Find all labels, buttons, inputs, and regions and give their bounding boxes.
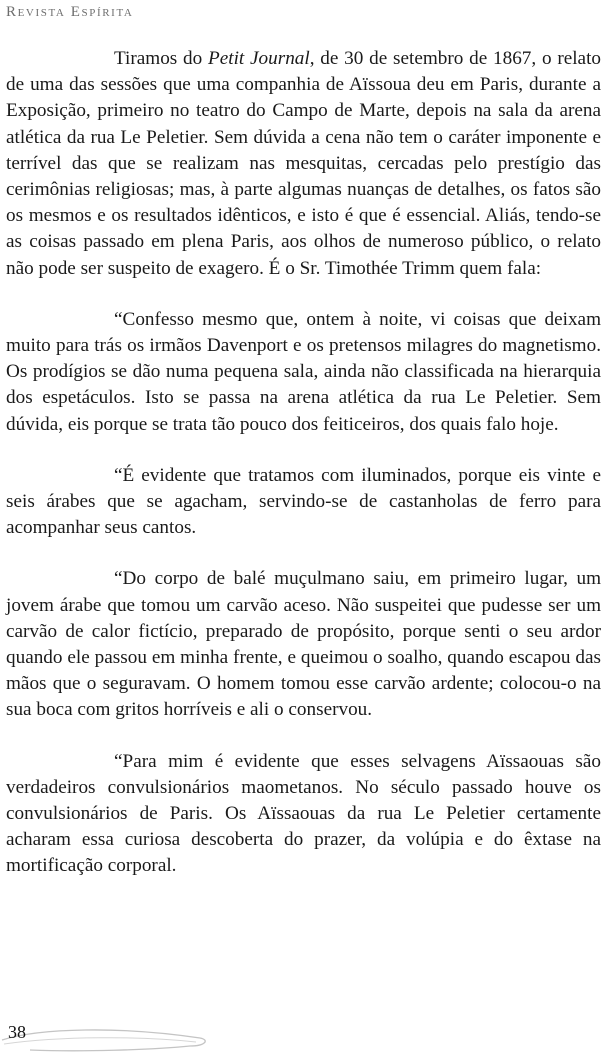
- intro-text-rest: , de 30 de setembro de 1867, o relato de uma das sessões que uma companhia de Aïssoua deu em Paris, durante a Exposição, primeiro no teatro do Campo de Marte, depois na sala da arena atlética da rua Le Peletier. Sem dúvida a cena não tem o caráter imponente e terrível das que se realizam nas mesquitas, cercadas pelo prestígio das cerimônias religiosas; mas, à parte algumas nuanças de detalhes, os fatos são os mesmos e os resultados idênticos, e isto é que é essencial. Aliás, tendo-se as coisas passado em plena Paris, aos olhos de numeroso público, o relato não pode ser suspeito de exagero. É o Sr. Timothée Trimm quem fala:: [6, 48, 602, 279]
- folio-swash-ornament: [0, 1016, 230, 1054]
- paragraph-quote-4: “Para mim é evidente que esses selvagens Aïssaouas são verdadeiros convulsionários maometanos. No século passado houve os convulsionários de Paris. Os Aïssaouas da rua Le Peletier certamente acharam essa curiosa descoberta do prazer, da volúpia e do êxtase na mortificação corporal.: [6, 750, 601, 877]
- journal-title: Petit Journal: [208, 48, 310, 69]
- paragraph-quote-3: “Do corpo de balé muçulmano saiu, em primeiro lugar, um jovem árabe que tomou um carvão aceso. Não suspeitei que pudesse ser um carvão de calor fictício, preparado de propósito, porque senti o seu ardor quando ele passou em minha frente, e queimou o soalho, quando escapou das mãos que o seguravam. O homem tomou esse carvão ardente; colocou-o na sua boca com gritos horríveis e ali o conservou.: [6, 568, 601, 721]
- running-head: Revista Espírita: [6, 4, 134, 20]
- intro-text-start: Tiramos do: [114, 48, 209, 69]
- paragraph-quote-2: “É evidente que tratamos com iluminados, porque eis vinte e seis árabes que se agacham, servindo-se de castanholas de ferro para acompanhar seus cantos.: [6, 464, 601, 539]
- paragraph-intro: [6, 46, 601, 282]
- body-text: [6, 46, 601, 880]
- paragraph-quote-1: “Confesso mesmo que, ontem à noite, vi coisas que deixam muito para trás os irmãos Davenport e os pretensos milagres do magnetismo. Os prodígios se dão numa pequena sala, ainda não classificada na hierarquia dos espetáculos. Isto se passa na arena atlética da rua Le Peletier. Sem dúvida, eis porque se trata tão pouco dos feiticeiros, dos quais falo hoje.: [6, 308, 601, 435]
- page-number: 38: [8, 1022, 26, 1042]
